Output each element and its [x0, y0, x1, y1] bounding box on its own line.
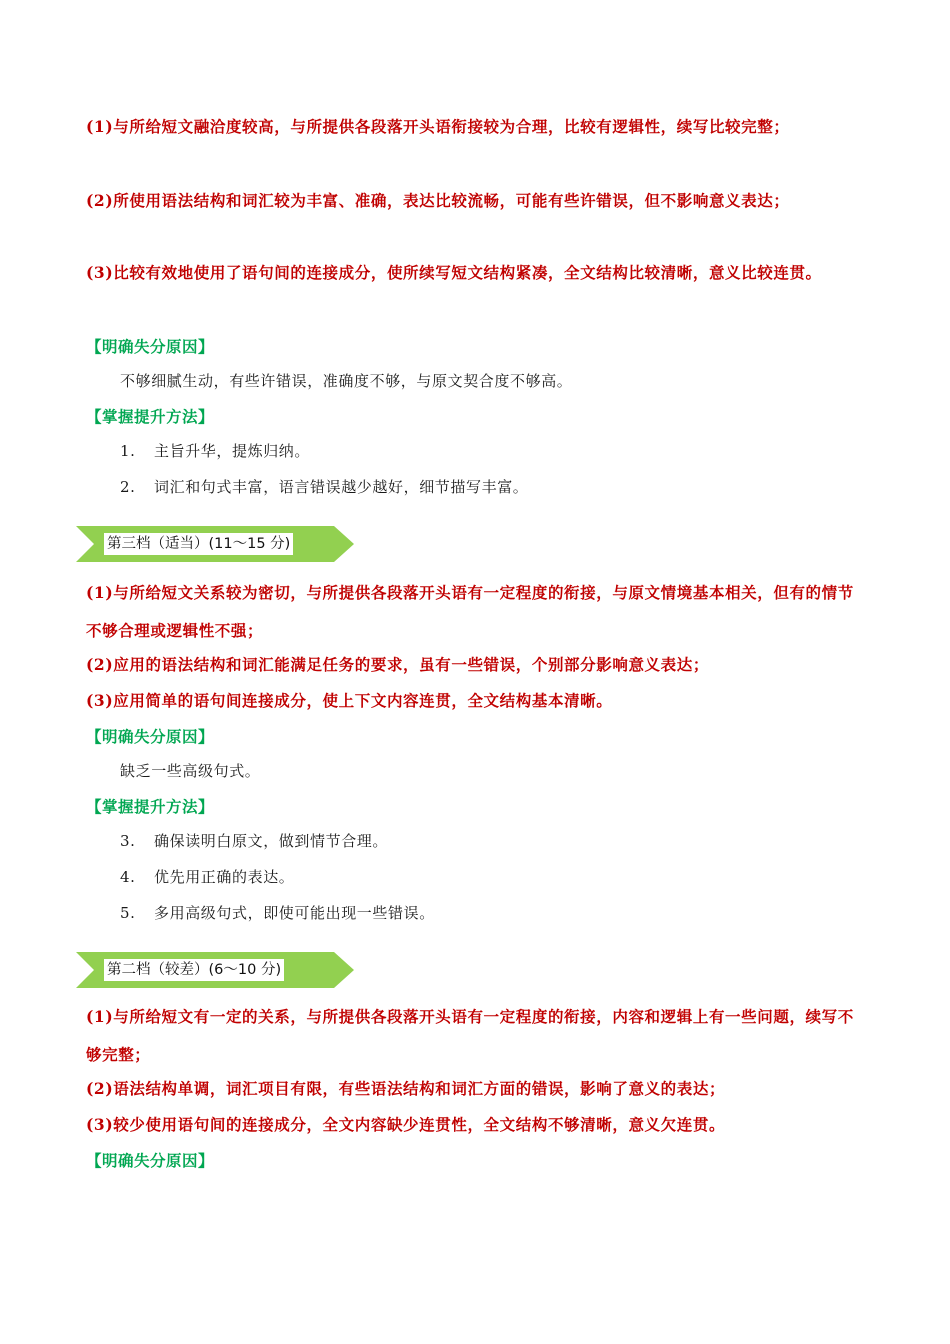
criterion-2: (2)所使用语法结构和词汇较为丰富、准确，表达比较流畅，可能有些许错误，但不影响意义表达；	[86, 191, 790, 210]
method-text: 优先用正确的表达。	[154, 868, 295, 886]
criterion-2: (2)应用的语法结构和词汇能满足任务的要求，虽有一些错误，个别部分影响意义表达；	[86, 655, 709, 674]
criterion-1: (1)与所给短文融洽度较高，与所提供各段落开头语衔接较为合理，比较有逻辑性，续写比较完整；	[86, 117, 790, 136]
loss-reason-label: 【明确失分原因】	[86, 727, 215, 746]
method-item	[120, 830, 388, 852]
criterion-1: (1)与所给短文有一定的关系，与所提供各段落开头语有一定程度的衔接，内容和逻辑上有一些问题，续写不够完整；	[86, 1007, 854, 1064]
method-item	[120, 476, 528, 498]
method-text: 词汇和句式丰富，语言错误越少越好，细节描写丰富。	[154, 478, 529, 496]
criterion-3: (3)应用简单的语句间连接成分，使上下文内容连贯，全文结构基本清晰。	[86, 691, 613, 710]
loss-reason-text: 缺乏一些高级句式。	[120, 762, 261, 780]
tier-banner-second	[76, 952, 354, 988]
improve-method-label: 【掌握提升方法】	[86, 407, 215, 426]
method-number: 3.	[120, 832, 136, 850]
tier-banner-title: 第二档（较差）(6～10 分)	[104, 959, 284, 981]
loss-reason-text: 不够细腻生动，有些许错误，准确度不够，与原文契合度不够高。	[120, 372, 573, 390]
method-text: 多用高级句式，即使可能出现一些错误。	[154, 904, 435, 922]
criterion-3: (3)比较有效地使用了语句间的连接成分，使所续写短文结构紧凑，全文结构比较清晰，意义比较连贯。	[86, 263, 822, 282]
improve-method-label: 【掌握提升方法】	[86, 797, 215, 816]
method-number: 2.	[120, 478, 136, 496]
criterion-3: (3)较少使用语句间的连接成分，全文内容缺少连贯性，全文结构不够清晰，意义欠连贯。	[86, 1115, 726, 1134]
loss-reason-label: 【明确失分原因】	[86, 337, 215, 356]
criterion-1: (1)与所给短文关系较为密切，与所提供各段落开头语有一定程度的衔接，与原文情境基本相关，但有的情节不够合理或逻辑性不强；	[86, 583, 854, 640]
method-item	[120, 902, 435, 924]
tier-banner-third	[76, 526, 354, 562]
method-text: 主旨升华，提炼归纳。	[154, 442, 311, 460]
tier-banner-title: 第三档（适当）(11～15 分)	[104, 533, 293, 555]
method-number: 4.	[120, 868, 136, 886]
method-number: 1.	[120, 442, 136, 460]
criterion-2: (2)语法结构单调，词汇项目有限，有些语法结构和词汇方面的错误，影响了意义的表达；	[86, 1079, 726, 1098]
loss-reason-label: 【明确失分原因】	[86, 1151, 215, 1170]
method-item	[120, 440, 310, 462]
method-number: 5.	[120, 904, 136, 922]
method-text: 确保读明白原文，做到情节合理。	[154, 832, 389, 850]
method-item	[120, 866, 294, 888]
